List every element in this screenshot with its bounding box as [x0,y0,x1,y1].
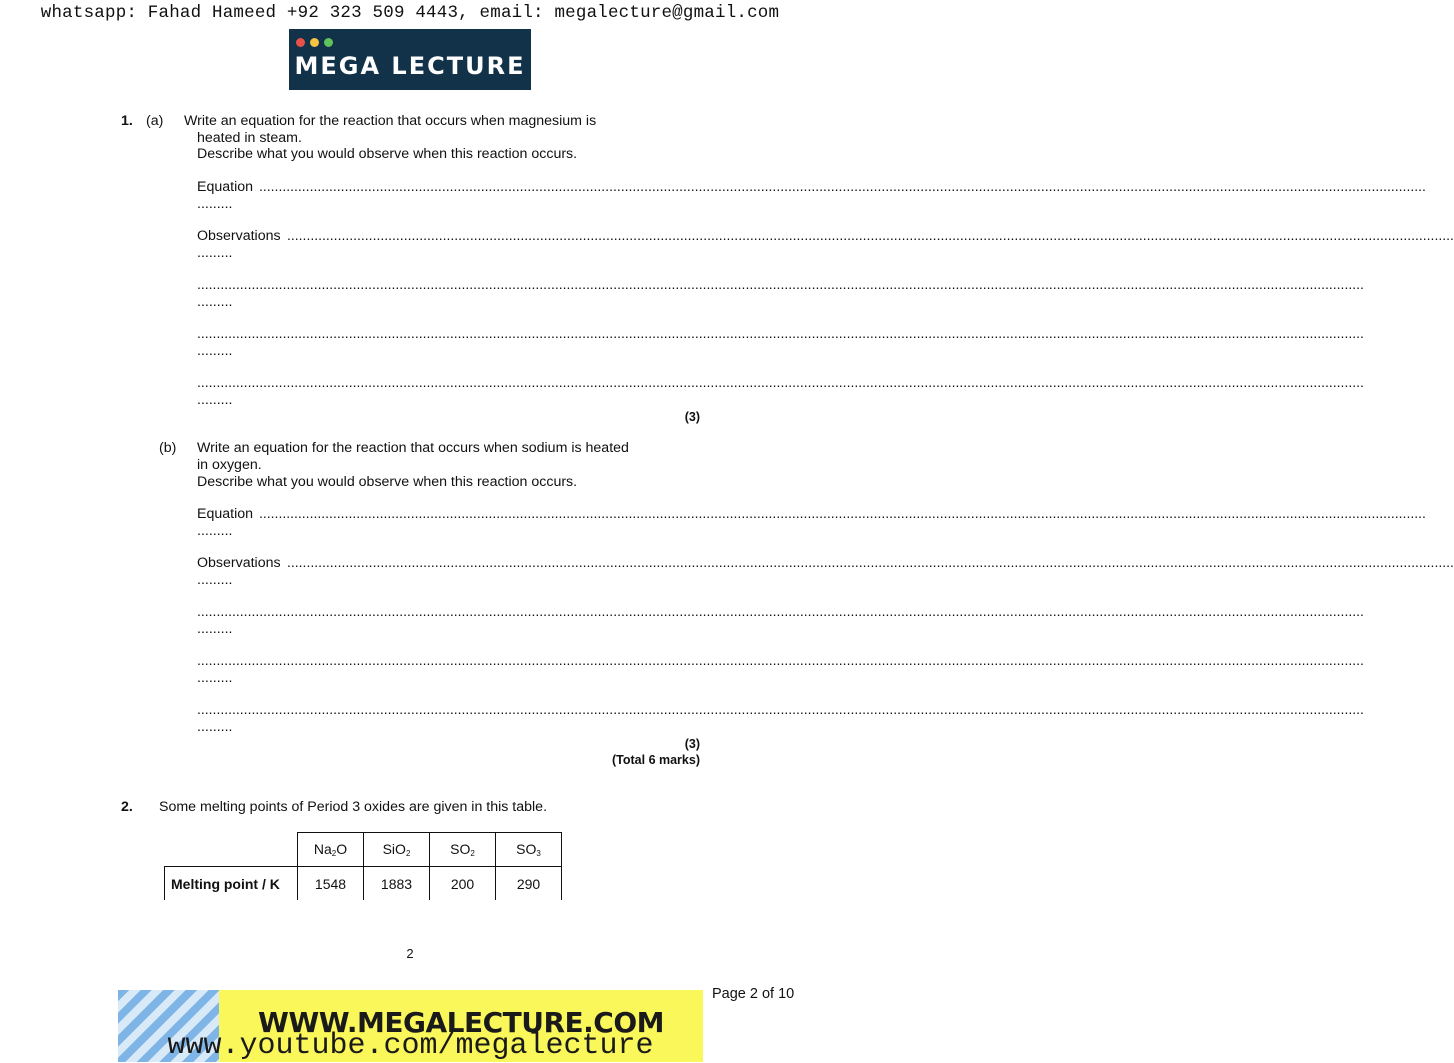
table-col-header: $SO_2$ [430,833,496,867]
q1a-observations-line-tail: ......... [197,245,233,261]
q1b-text-line1: Write an equation for the reaction that occurs when sodium is heated [197,440,629,456]
q1b-line-2-tail: ......... [197,621,233,637]
question-2-number: 2. [121,799,133,815]
q1a-line-4-tail: ......... [197,392,233,408]
q1b-label: (b) [159,440,177,456]
q1b-line-3-tail: ......... [197,670,233,686]
table-cell: 1548 [298,867,364,901]
q1a-line-2-tail: ......... [197,294,233,310]
website-link[interactable]: WWW.MEGALECTURE.COM [257,1006,665,1039]
q2-text: Some melting points of Period 3 oxides are given in this table. [159,799,548,815]
melting-points-table [164,832,562,900]
q1b-observations-label: Observations [197,555,281,571]
yellow-dot-icon [310,38,319,47]
q1a-line-3-tail: ......... [197,343,233,359]
table-cell: 290 [496,867,562,901]
q1a-answer-line-2[interactable]: ............................................................................................................................................................................................................................................................................................................ [197,276,1364,292]
table-col-header: $Na_2O$ [298,833,364,867]
q1b-equation-answer-line[interactable]: ............................................................................................................................................................................................................................................................................................................ [259,505,1426,521]
q1a-marks: (3) [684,410,700,424]
q1b-equation-label: Equation [197,506,254,522]
question-1-number: 1. [121,113,133,129]
table-col-header: $SO_3$ [496,833,562,867]
table-header-row [165,833,562,867]
q1a-text-line1: Write an equation for the reaction that occurs when magnesium is [184,113,597,129]
q1a-equation-line-tail: ......... [197,196,233,212]
q1b-observations-answer-line[interactable]: ............................................................................................................................................................................................................................................................................................................ [287,554,1454,570]
table-cell: 1883 [364,867,430,901]
q1b-line-4-tail: ......... [197,719,233,735]
mega-lecture-logo [289,29,531,90]
q1b-answer-line-4[interactable]: ............................................................................................................................................................................................................................................................................................................ [197,701,1364,717]
page-of-label: Page 2 of 10 [712,986,795,1002]
table-corner [165,833,298,867]
table-row-header: Melting point / K [165,867,298,901]
page-number: 2 [406,946,414,961]
q1b-answer-line-2[interactable]: ............................................................................................................................................................................................................................................................................................................ [197,603,1364,619]
q1a-label: (a) [146,113,164,129]
q1b-marks: (3) [684,737,700,751]
q1b-answer-line-3[interactable]: ............................................................................................................................................................................................................................................................................................................ [197,652,1364,668]
q1a-equation-label: Equation [197,179,254,195]
logo-text: MEGA LECTURE [294,52,526,80]
q1a-observations-answer-line[interactable]: ............................................................................................................................................................................................................................................................................................................ [287,227,1454,243]
q1a-answer-line-4[interactable]: ............................................................................................................................................................................................................................................................................................................ [197,374,1364,390]
contact-header: whatsapp: Fahad Hameed +92 323 509 4443, email: megalecture@gmail.com [40,3,780,23]
q1b-text-line2: in oxygen. [197,457,262,473]
q1-total-marks: (Total 6 marks) [612,753,700,767]
q1a-equation-answer-line[interactable]: ............................................................................................................................................................................................................................................................................................................ [259,178,1426,194]
q1a-answer-line-3[interactable]: ............................................................................................................................................................................................................................................................................................................ [197,325,1364,341]
red-dot-icon [296,38,305,47]
q1b-observations-line-tail: ......... [197,572,233,588]
table-cell: 200 [430,867,496,901]
table-row [165,867,562,901]
table-col-header: SiO$_2$ [364,833,430,867]
youtube-link[interactable]: www.youtube.com/megalecture [167,1029,654,1063]
q1b-equation-line-tail: ......... [197,523,233,539]
q1a-text-line3: Describe what you would observe when this reaction occurs. [197,146,578,162]
green-dot-icon [324,38,333,47]
q1a-observations-label: Observations [197,228,281,244]
q1b-text-line3: Describe what you would observe when this reaction occurs. [197,474,578,490]
q1a-text-line2: heated in steam. [197,130,302,146]
